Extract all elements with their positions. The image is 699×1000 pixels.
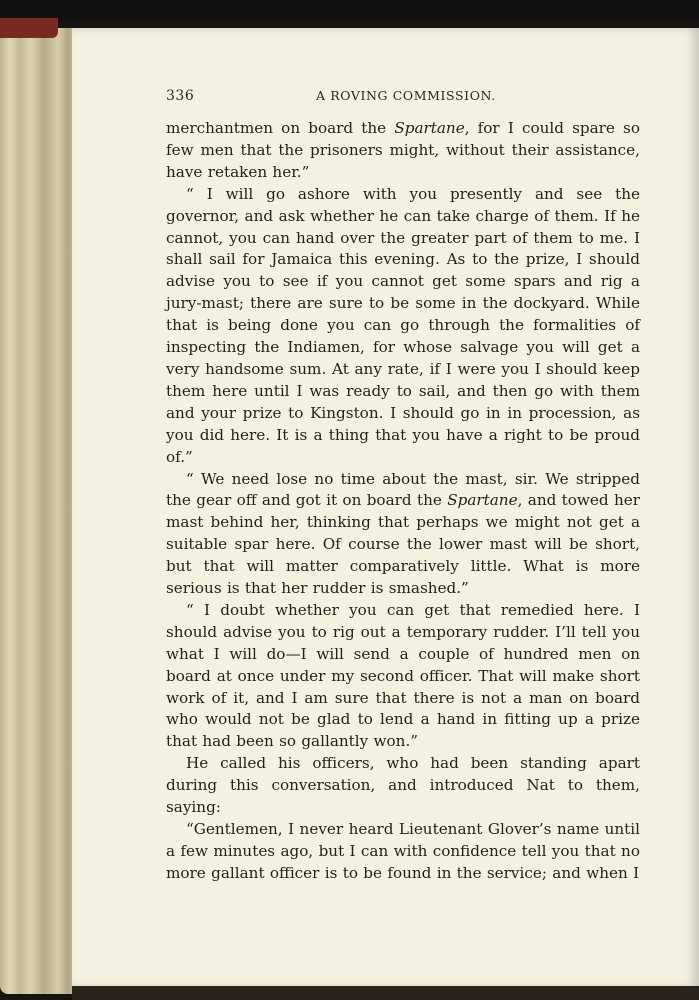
text-run: , for I could spare so few men that the prisoners might, without their assistance, have retaken her.” xyxy=(166,119,640,181)
body-text xyxy=(166,118,640,885)
text-run: , and towed her mast behind her, thinking that perhaps we might not get a suitable spar here. Of course the lower mast will be short, but that will matter comparatively little. What is more serious is that her rudder is smashed.” xyxy=(166,491,641,598)
paragraph xyxy=(166,469,640,600)
page-number: 336 xyxy=(166,88,195,104)
text-run: “Gentlemen, I never heard Lieutenant Glover’s name until a few minutes ago, but I can with confidence tell you that no more gallant officer is to be found in the service; and when I xyxy=(166,820,640,882)
text-run: “ I doubt whether you can get that remedied here. I should advise you to rig out a temporary rudder. I’ll tell you what I will do—I will send a couple of hundred men on board at once under my second officer. That will make short work of it, and I am sure that there is not a man on board who would not be glad to lend a hand in fitting up a prize that had been so gallantly won.” xyxy=(166,600,640,751)
page-header xyxy=(166,88,641,108)
bottom-edge xyxy=(72,986,699,1000)
paragraph xyxy=(166,753,640,819)
paragraph xyxy=(166,184,640,469)
running-title: A ROVING COMMISSION. xyxy=(316,88,496,103)
italic-ship-name: Spartane xyxy=(447,491,518,510)
text-run: He called his officers, who had been standing apart during this conversation, and introduced Nat to them, saying: xyxy=(166,754,640,817)
top-edge xyxy=(0,0,699,22)
paragraph xyxy=(166,118,640,184)
italic-ship-name: Spartane xyxy=(394,119,465,137)
book-cover-edge xyxy=(0,18,58,38)
text-run: “ I will go ashore with you presently and see the governor, and ask whether he can take charge of them. If he cannot, you can hand over the greater part of them to me. I shall sail for Jamaica this evening. As to the prize, I should advise you to see if you cannot get some spars and rig a jury-mast; there are sure to be some in the dockyard. While that is being done you can go through the formalities of inspecting the Indiamen, for whose salvage you will get a very handsome sum. At any rate, if I were you I should keep them here until I was ready to sail, and then go with them and your prize to Kingston. I should go in in procession, as you did here. It is a thing that you have a right to be proud of.” xyxy=(166,184,640,466)
text-run: merchantmen on board the xyxy=(166,119,395,137)
text-run: “ We need lose no time about the mast, sir. We stripped the gear off and got it on board the xyxy=(166,469,640,510)
paragraph xyxy=(166,600,640,753)
paragraph xyxy=(166,819,640,885)
